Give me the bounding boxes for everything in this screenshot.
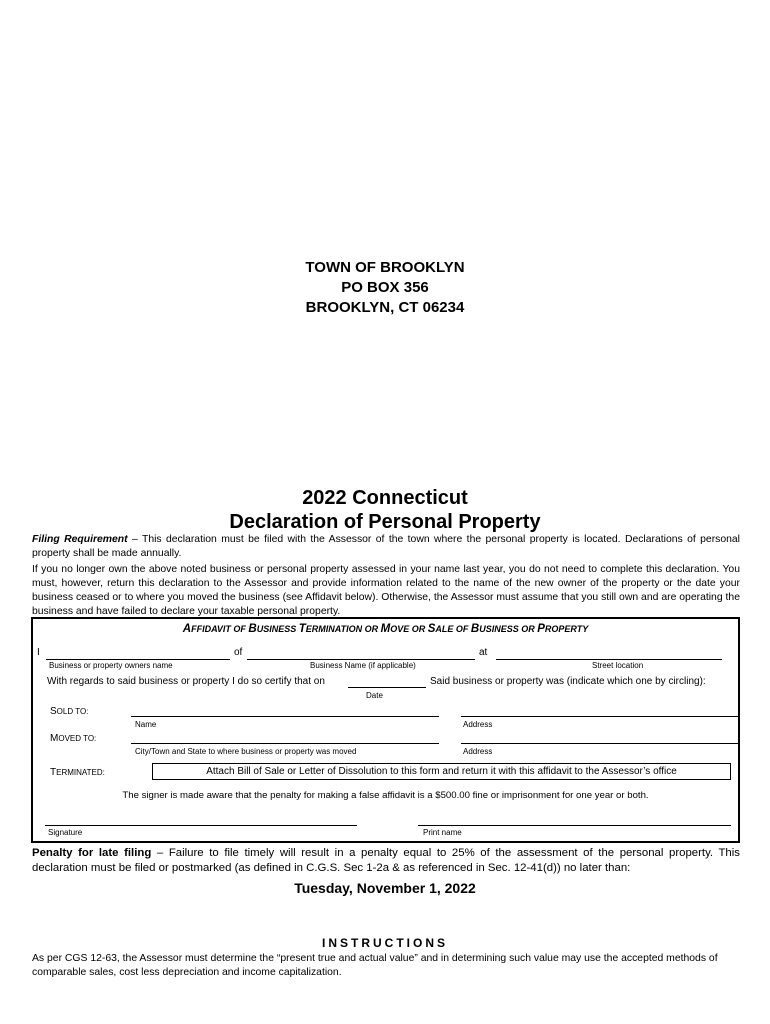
penalty-text: – Failure to file timely will result in a penalty equal to 25% of the assessment of the personal property. This declaration must be filed or postmarked (as defined in C.G.S. Sec 1-2a & as referenced in Sec. 12-41(d)) no later than:: [32, 847, 740, 874]
penalty-label: Penalty for late filing: [32, 847, 152, 859]
instructions-text: As per CGS 12-63, the Assessor must determine the “present true and actual value” and in determining such value may use the accepted methods of comparable sales, cost less depreciation and income capitalization.: [32, 953, 718, 978]
moved-to-address-field[interactable]: [461, 743, 739, 744]
option-moved-to[interactable]: MOVED TO:: [50, 733, 97, 744]
street-location-caption: Street location: [592, 661, 644, 670]
i-label: I: [37, 647, 40, 658]
filing-requirement-text: – This declaration must be filed with the Assessor of the town where the personal property is located. Declarations of personal property shall be made annually.: [32, 534, 740, 559]
street-location-field[interactable]: [496, 659, 722, 660]
address-line-3: BROOKLYN, CT 06234: [305, 299, 465, 316]
termination-instruction-box: Attach Bill of Sale or Letter of Dissolution to this form and return it with this affidavit to the Assessor’s office: [152, 763, 731, 780]
at-label: at: [479, 647, 488, 658]
instructions-heading: INSTRUCTIONS: [322, 936, 448, 950]
print-name-caption: Print name: [423, 828, 462, 837]
moved-address-caption: Address: [463, 747, 493, 756]
option-terminated[interactable]: TERMINATED:: [50, 767, 105, 778]
sold-to-address-field[interactable]: [461, 716, 739, 717]
sold-name-caption: Name: [135, 720, 157, 729]
affidavit-title: AFFIDAVIT OF BUSINESS TERMINATION OR MOVE OR SALE OF BUSINESS OR PROPERTY: [182, 623, 589, 635]
filing-requirement-label: Filing Requirement: [32, 534, 128, 545]
date-field[interactable]: [348, 687, 426, 688]
affidavit-box: [31, 617, 740, 843]
option-sold-to[interactable]: SOLD TO:: [50, 706, 89, 717]
sold-address-caption: Address: [463, 720, 493, 729]
penalty-paragraph: [32, 846, 740, 876]
indicate-text: Said business or property was (indicate which one by circling):: [430, 676, 706, 687]
business-name-caption: Business Name (if applicable): [310, 661, 416, 670]
city-caption: City/Town and State to where business or property was moved: [135, 747, 357, 756]
filing-deadline: Tuesday, November 1, 2022: [294, 880, 476, 896]
print-name-field[interactable]: [418, 825, 731, 826]
date-caption: Date: [366, 691, 383, 700]
filing-requirement: [32, 533, 740, 561]
filing-instructions: If you no longer own the above noted business or personal property assessed in your name last year, you do not need to complete this declaration. You must, however, return this declaration to the Assessor and provide information related to the name of the new owner of the property or the date your business ceased or to where you moved the business (see Affidavit below). Otherwise, the Assessor must assume that you still own and are operating the business and have failed to declare your taxable personal property.: [32, 564, 740, 617]
form-title: [0, 486, 770, 534]
signer-notice: The signer is made aware that the penalty for making a false affidavit is a $500.00 fine or imprisonment for one year or both.: [122, 790, 649, 801]
business-name-field[interactable]: [247, 659, 475, 660]
certify-text: With regards to said business or property I do so certify that on: [47, 676, 325, 687]
owner-name-field[interactable]: [46, 659, 230, 660]
form-title-year: 2022 Connecticut: [302, 487, 468, 509]
address-line-2: PO BOX 356: [341, 279, 429, 296]
owner-name-caption: Business or property owners name: [49, 661, 173, 670]
address-line-1: TOWN OF BROOKLYN: [305, 259, 465, 276]
sold-to-name-field[interactable]: [131, 716, 439, 717]
of-label: of: [234, 647, 243, 658]
form-title-name: Declaration of Personal Property: [229, 511, 541, 533]
signature-caption: Signature: [48, 828, 83, 837]
assessor-address: [0, 258, 770, 318]
signature-field[interactable]: [45, 825, 357, 826]
moved-to-city-field[interactable]: [131, 743, 439, 744]
